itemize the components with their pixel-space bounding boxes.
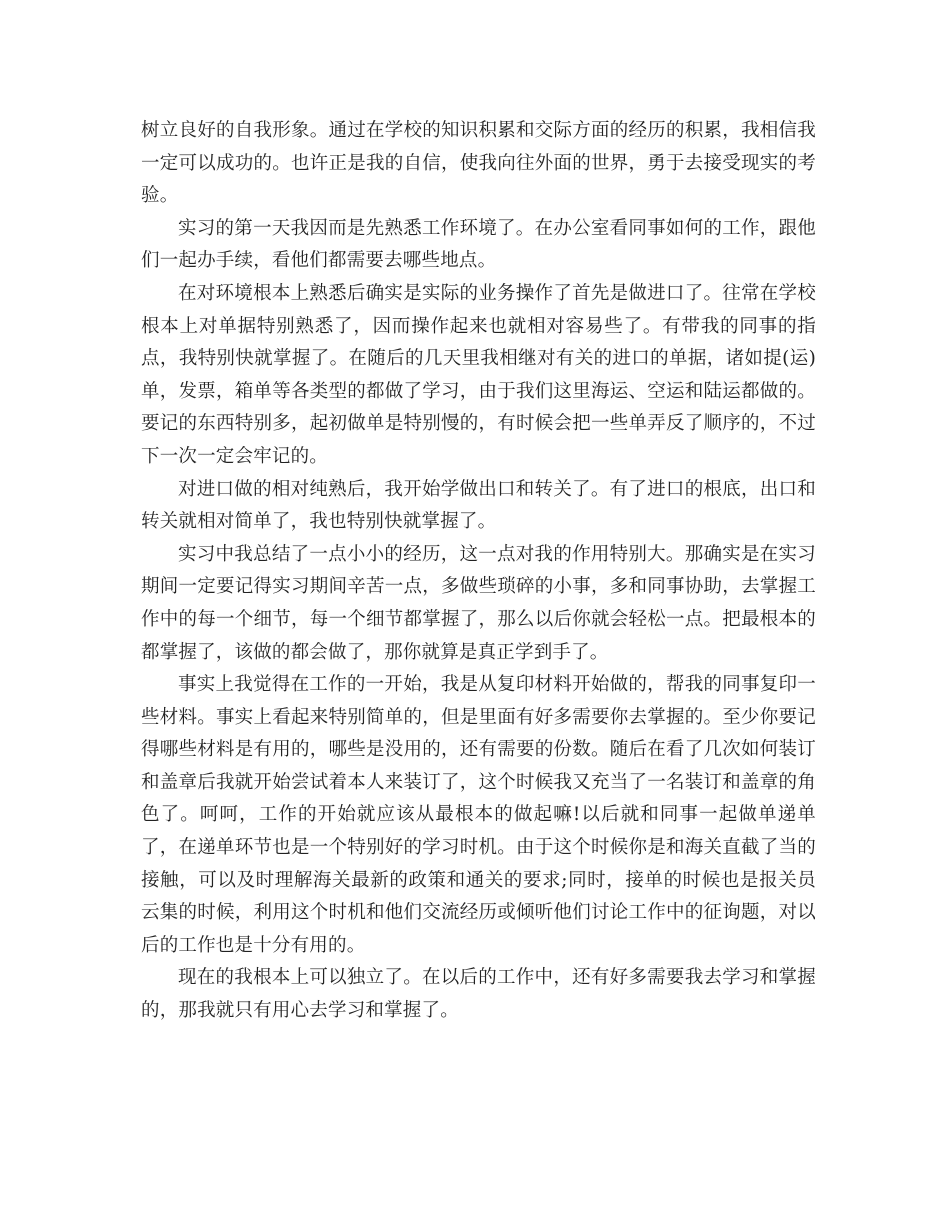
paragraph-5: 实习中我总结了一点小小的经历，这一点对我的作用特别大。那确实是在实习期间一定要记得实习期间辛苦一点，多做些琐碎的小事，多和同事协助，去掌握工作中的每一个细节，每一个细节都掌握了，那么以后你就会轻松一点。把最根本的都掌握了，该做的都会做了，那你就算是真正学到手了。 <box>141 543 816 663</box>
paragraph-2: 实习的第一天我因而是先熟悉工作环境了。在办公室看同事如何的工作，跟他们一起办手续，看他们都需要去哪些地点。 <box>141 217 816 272</box>
document-body <box>141 115 816 1028</box>
paragraph-6: 事实上我觉得在工作的一开始，我是从复印材料开始做的，帮我的同事复印一些材料。事实上看起来特别简单的，但是里面有好多需要你去掌握的。至少你要记得哪些材料是有用的，哪些是没用的，还有需要的份数。随后在看了几次如何装订和盖章后我就开始尝试着本人来装订了，这个时候我又充当了一名装订和盖章的角色了。呵呵，工作的开始就应该从最根本的做起嘛!以后就和同事一起做单递单了，在递单环节也是一个特别好的学习时机。由于这个时候你是和海关直截了当的接触，可以及时理解海关最新的政策和通关的要求;同时，接单的时候也是报关员云集的时候，利用这个时机和他们交流经历或倾听他们讨论工作中的征询题，对以后的工作也是十分有用的。 <box>141 674 816 956</box>
paragraph-4: 对进口做的相对纯熟后，我开始学做出口和转关了。有了进口的根底，出口和转关就相对简单了，我也特别快就掌握了。 <box>141 478 816 533</box>
paragraph-7: 现在的我根本上可以独立了。在以后的工作中，还有好多需要我去学习和掌握的，那我就只有用心去学习和掌握了。 <box>141 967 816 1022</box>
paragraph-3: 在对环境根本上熟悉后确实是实际的业务操作了首先是做进口了。往常在学校根本上对单据特别熟悉了，因而操作起来也就相对容易些了。有带我的同事的指点，我特别快就掌握了。在随后的几天里我相继对有关的进口的单据，诸如提(运)单，发票，箱单等各类型的都做了学习，由于我们这里海运、空运和陆运都做的。要记的东西特别多，起初做单是特别慢的，有时候会把一些单弄反了顺序的，不过下一次一定会牢记的。 <box>141 282 816 467</box>
paragraph-1: 树立良好的自我形象。通过在学校的知识积累和交际方面的经历的积累，我相信我一定可以成功的。也许正是我的自信，使我向往外面的世界，勇于去接受现实的考验。 <box>141 120 816 207</box>
